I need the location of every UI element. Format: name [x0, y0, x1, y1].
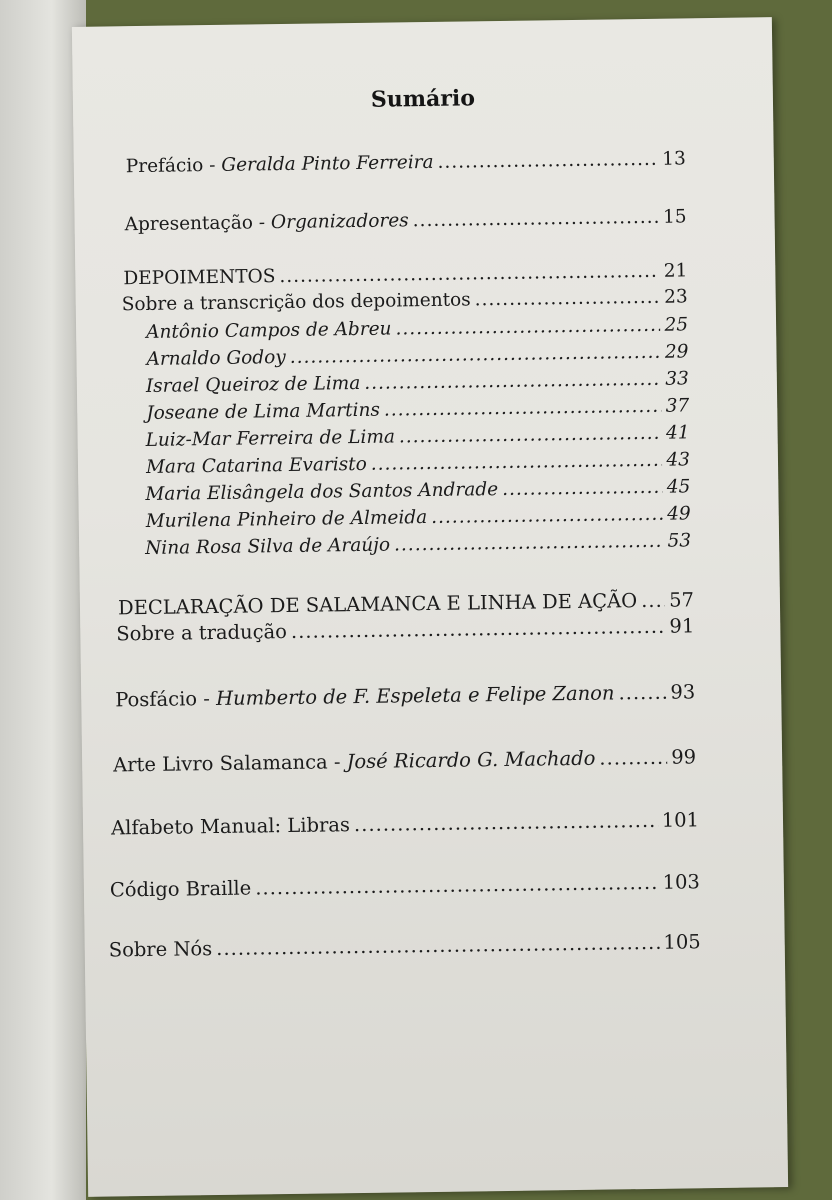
- toc-entry-arte: [113, 745, 696, 776]
- entry-label: Sobre a tradução: [116, 620, 288, 646]
- entry-label: Prefácio -: [125, 154, 222, 178]
- entry-author: Geralda Pinto Ferreira: [221, 151, 434, 176]
- page-number: 57: [668, 588, 695, 612]
- toc-entry-name: [146, 503, 691, 532]
- dot-leader: [279, 261, 660, 287]
- dot-leader: [641, 589, 665, 612]
- toc-entry-posfacio: [115, 680, 695, 711]
- toc-entry-depoimentos: [123, 260, 687, 289]
- toc-entry-name: [146, 341, 688, 370]
- entry-label: Sobre Nós: [108, 937, 213, 962]
- toc-entry-name: [146, 395, 689, 424]
- entry-label: Joseane de Lima Martins: [146, 399, 381, 424]
- dot-leader: [431, 504, 663, 528]
- entry-label: Arnaldo Godoy: [146, 346, 286, 370]
- entry-label: Arte Livro Salamanca -: [113, 750, 347, 777]
- dot-leader: [384, 396, 662, 421]
- dot-leader: [290, 342, 661, 368]
- page-number: 13: [662, 148, 686, 170]
- toc-entry-braille: [110, 870, 700, 901]
- entry-author: Organizadores: [270, 210, 409, 234]
- toc-entry-name: [145, 530, 691, 559]
- page-number: 21: [663, 260, 688, 282]
- entry-label: Código Braille: [109, 876, 252, 902]
- dot-leader: [255, 871, 659, 900]
- dot-leader: [291, 615, 666, 643]
- page-number: 93: [670, 680, 696, 704]
- entry-label: DEPOIMENTOS: [123, 266, 276, 290]
- dot-leader: [354, 809, 658, 836]
- page-number: 23: [664, 286, 688, 308]
- dot-leader: [394, 531, 664, 556]
- entry-label: Antônio Campos de Abreu: [145, 318, 392, 343]
- toc-entry-name: [146, 449, 690, 478]
- page-number: 41: [665, 422, 690, 444]
- toc-entry-prefacio: [126, 148, 686, 177]
- toc-entry-alfabeto: [111, 808, 699, 839]
- toc-entry-apresentacao: [124, 206, 686, 235]
- entry-label: Sobre a transcrição dos depoimentos: [121, 289, 471, 316]
- page-number: 91: [669, 614, 695, 638]
- page-number: 103: [662, 870, 701, 894]
- entry-label: Mara Catarina Evaristo: [145, 453, 367, 478]
- page-number: 101: [661, 808, 700, 832]
- dot-leader: [216, 931, 660, 960]
- entry-label: Alfabeto Manual: Libras: [110, 813, 351, 840]
- page-number: 43: [666, 449, 691, 471]
- dot-leader: [502, 477, 663, 500]
- dot-leader: [395, 315, 660, 340]
- page-number: 105: [663, 930, 701, 954]
- toc-entry-name: [146, 422, 690, 451]
- dot-leader: [475, 287, 661, 311]
- page-number: 45: [666, 476, 691, 498]
- toc-entry-name: [146, 314, 688, 343]
- entry-label: Apresentação -: [124, 212, 272, 236]
- page-number: 99: [671, 745, 697, 769]
- toc-entry-name: [146, 368, 689, 397]
- page-number: 15: [662, 206, 687, 228]
- toc-entry-sobre-traducao: [116, 614, 694, 645]
- page-number: 53: [667, 530, 692, 552]
- entry-label: Murilena Pinheiro de Almeida: [145, 507, 428, 532]
- dot-leader: [618, 681, 666, 705]
- entry-label: Posfácio -: [115, 686, 217, 712]
- dot-leader: [371, 450, 663, 475]
- dot-leader: [437, 149, 658, 173]
- page-number: 29: [664, 341, 689, 363]
- entry-label: DECLARAÇÃO DE SALAMANCA E LINHA DE AÇÃO: [117, 589, 638, 620]
- page-number: 37: [665, 395, 690, 417]
- entry-label: Maria Elisângela dos Santos Andrade: [145, 479, 499, 505]
- toc-entry-sobre-transcricao: [122, 286, 688, 315]
- page-number: 25: [664, 314, 689, 336]
- toc-title: Sumário: [370, 85, 476, 113]
- dot-leader: [364, 369, 661, 394]
- entry-label: Nina Rosa Silva de Araújo: [145, 534, 391, 559]
- toc-entry-sobre-nos: [109, 930, 701, 961]
- dot-leader: [413, 207, 660, 231]
- dot-leader: [599, 746, 667, 770]
- book-page: [72, 17, 788, 1197]
- entry-label: Israel Queiroz de Lima: [145, 372, 361, 397]
- entry-label: Luiz-Mar Ferreira de Lima: [145, 426, 396, 451]
- entry-author: José Ricardo G. Machado: [346, 746, 596, 774]
- entry-author: Humberto de F. Espeleta e Felipe Zanon: [215, 681, 615, 710]
- dot-leader: [399, 423, 662, 448]
- page-number: 33: [665, 368, 689, 390]
- page-number: 49: [667, 503, 691, 525]
- toc-entry-name: [145, 476, 690, 505]
